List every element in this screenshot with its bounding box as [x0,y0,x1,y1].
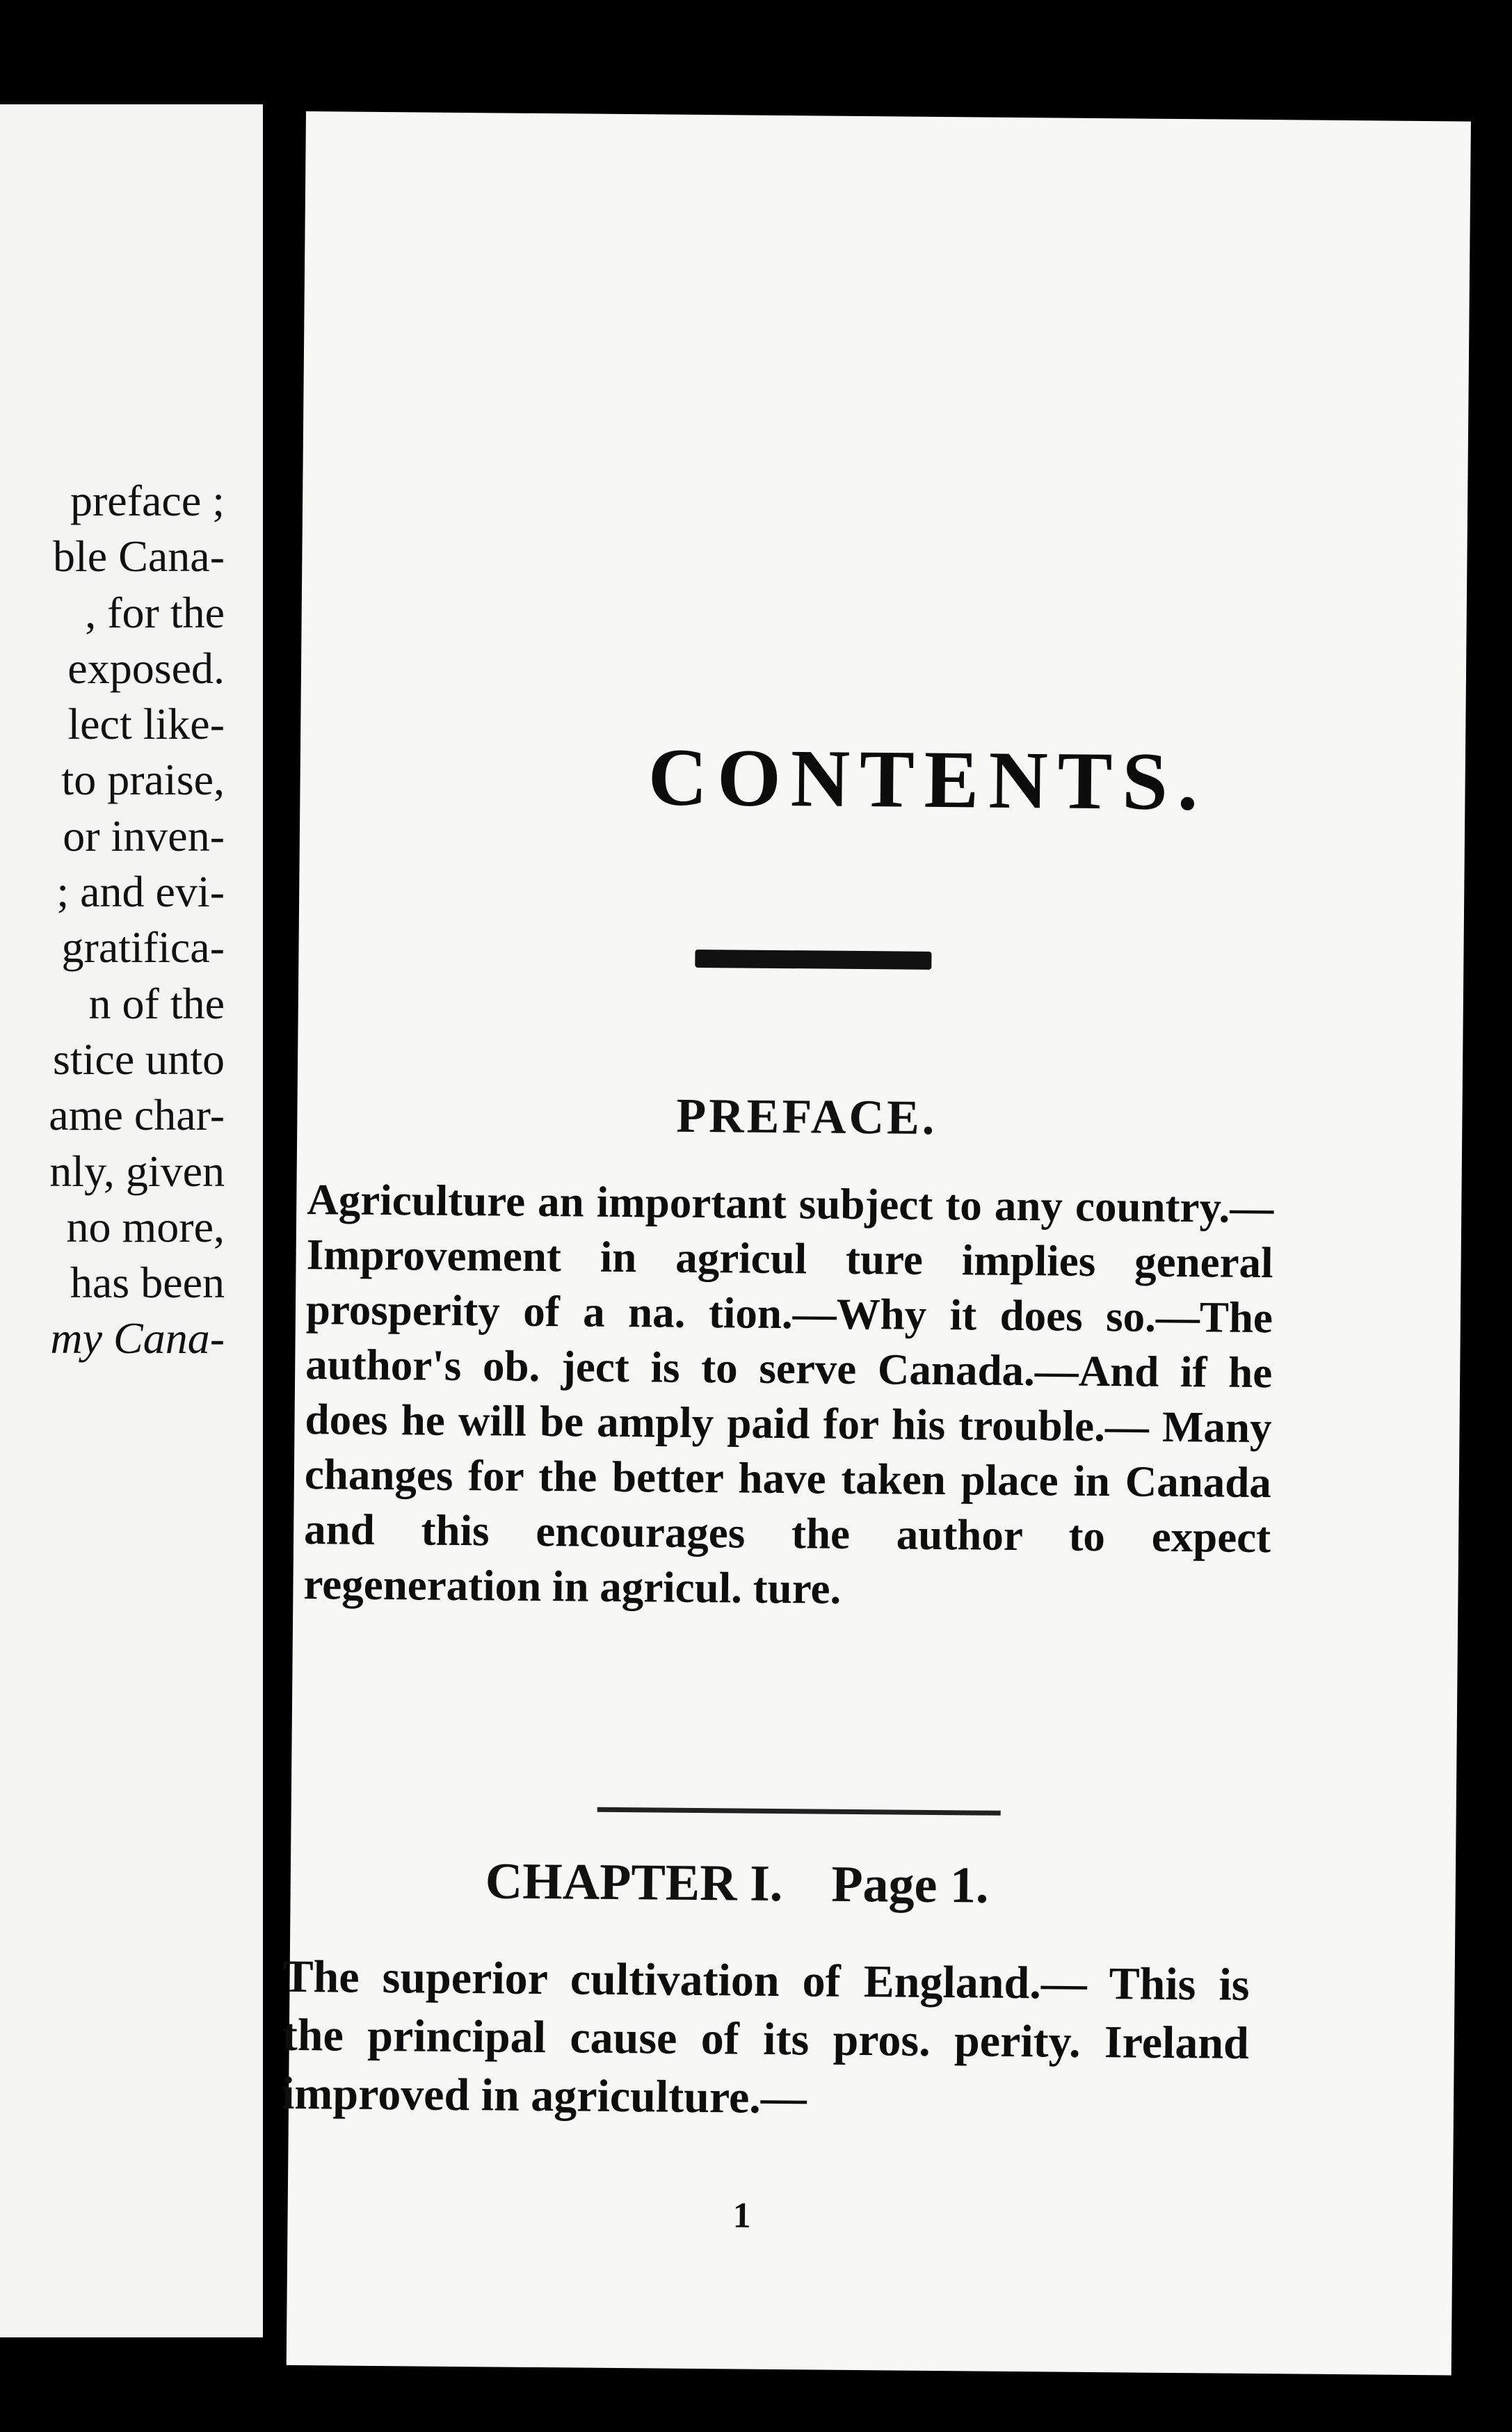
section-divider [597,1807,1001,1816]
title-divider [695,950,931,970]
left-page-line: no more, [66,1201,225,1251]
left-page-line: or inven- [63,810,225,861]
left-page-line: , for the [85,587,225,637]
preface-heading: PREFACE. [676,1089,938,1145]
left-page-line: ; and evi- [56,867,225,917]
left-page-line: has been [70,1258,225,1308]
left-page-line: ble Cana- [53,531,225,582]
left-page-line: stice unto [52,1034,225,1084]
left-page-line: to praise, [61,755,225,805]
chapter-heading [485,1852,988,1915]
chapter-page-ref: Page 1. [831,1855,989,1914]
right-page [281,111,1471,2375]
right-page-content [281,111,1471,2375]
chapter-summary: The superior cultivation of England.— This is the principal cause of its pros. perity. Ireland improved in agriculture.— [281,1951,1250,2124]
left-page [0,104,263,2337]
left-page-line: lect like- [67,699,225,749]
chapter-title: CHAPTER I. [485,1853,783,1913]
left-page-line: n of the [88,978,225,1028]
left-page-line: exposed. [67,643,225,693]
preface-summary: Agriculture an important subject to any country.—Improvement in agricul ture implies general prosperity of a na. tion.—Why it does so.—The author's ob. ject is to serve Canada.—And if he does he will be amply paid for his trouble.— Many changes for the better have taken place in Canada and this encourages the author to expect regeneration in agricul. ture. [303,1175,1274,1613]
left-page-line: my Cana- [50,1313,225,1363]
signature-mark: 1 [732,2195,751,2236]
page-title: CONTENTS. [648,731,1209,828]
left-page-line: ame char- [49,1090,225,1140]
left-page-text [0,473,225,1367]
left-page-line: gratifica- [61,922,225,973]
left-page-line: preface ; [70,476,225,525]
left-page-line: nly, given [49,1146,225,1196]
